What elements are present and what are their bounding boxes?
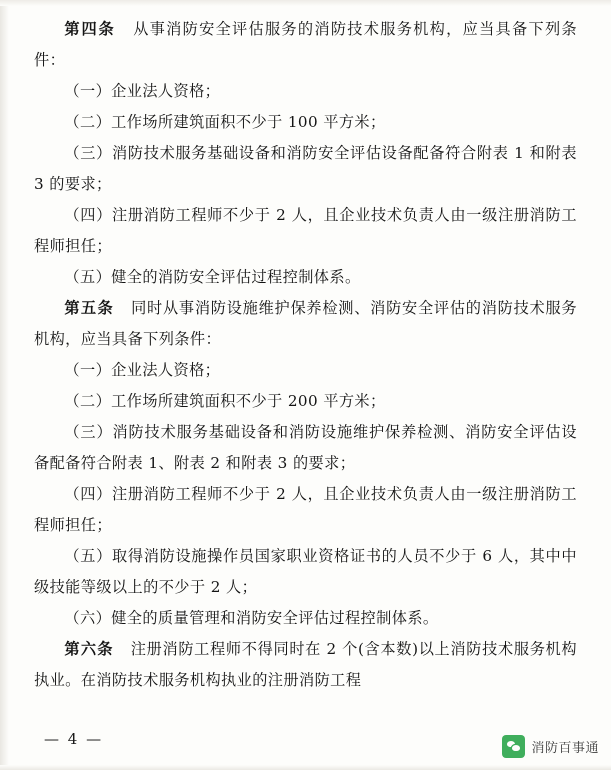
paragraph-article-5-heading (34, 293, 577, 355)
page-footer (0, 716, 611, 770)
paragraph-article-5-item-2 (34, 386, 577, 417)
paragraph-article-4-item-4 (34, 200, 577, 262)
paragraph-text: 注册消防工程师不得同时在 2 个(含本数)以上消防技术服务机构执业。在消防技术服务机构执业的注册消防工程 (34, 640, 577, 689)
scan-edge-left (0, 0, 9, 770)
paragraph-text: （二）工作场所建筑面积不少于 200 平方米； (64, 392, 386, 410)
paragraph-article-5-item-5 (34, 541, 577, 603)
page-number: — 4 — (44, 730, 104, 748)
paragraph-text: （五）健全的消防安全评估过程控制体系。 (64, 268, 361, 286)
article-number: 第五条 (64, 299, 115, 317)
paragraph-text: （三）消防技术服务基础设备和消防安全评估设备配备符合附表 1 和附表 3 的要求； (34, 144, 577, 193)
scan-edge-top (0, 0, 611, 6)
paragraph-text: 从事消防安全评估服务的消防技术服务机构，应当具备下列条件： (34, 20, 577, 69)
paragraph-article-5-item-1 (34, 355, 577, 386)
paragraph-text: （一）企业法人资格； (64, 82, 221, 100)
watermark (502, 735, 599, 758)
paragraph-article-5-item-6 (34, 603, 577, 634)
leaf-logo-icon (502, 735, 525, 758)
watermark-label: 消防百事通 (531, 741, 599, 756)
paragraph-article-6-heading (34, 634, 577, 696)
paragraph-article-4-heading (34, 14, 577, 76)
document-body (34, 14, 577, 696)
article-number: 第六条 (64, 640, 114, 658)
paragraph-article-4-item-3 (34, 138, 577, 200)
paragraph-article-4-item-1 (34, 76, 577, 107)
paragraph-text: （六）健全的质量管理和消防安全评估过程控制体系。 (64, 609, 439, 627)
article-number: 第四条 (64, 20, 116, 38)
paragraph-article-5-item-4 (34, 479, 577, 541)
paragraph-text: （三）消防技术服务基础设备和消防设施维护保养检测、消防安全评估设备配备符合附表 1、附表 2 和附表 3 的要求； (34, 423, 577, 472)
paragraph-article-4-item-5 (34, 262, 577, 293)
paragraph-text: （一）企业法人资格； (64, 361, 221, 379)
paragraph-text: （四）注册消防工程师不少于 2 人，且企业技术负责人由一级注册消防工程师担任； (34, 485, 577, 534)
paragraph-article-5-item-3 (34, 417, 577, 479)
paragraph-text: （二）工作场所建筑面积不少于 100 平方米； (64, 113, 386, 131)
paragraph-article-4-item-2 (34, 107, 577, 138)
paragraph-text: （五）取得消防设施操作员国家职业资格证书的人员不少于 6 人，其中中级技能等级以上的不少于 2 人； (34, 547, 577, 596)
paragraph-text: （四）注册消防工程师不少于 2 人，且企业技术负责人由一级注册消防工程师担任； (34, 206, 577, 255)
paragraph-text: 同时从事消防设施维护保养检测、消防安全评估的消防技术服务机构，应当具备下列条件： (34, 299, 578, 348)
